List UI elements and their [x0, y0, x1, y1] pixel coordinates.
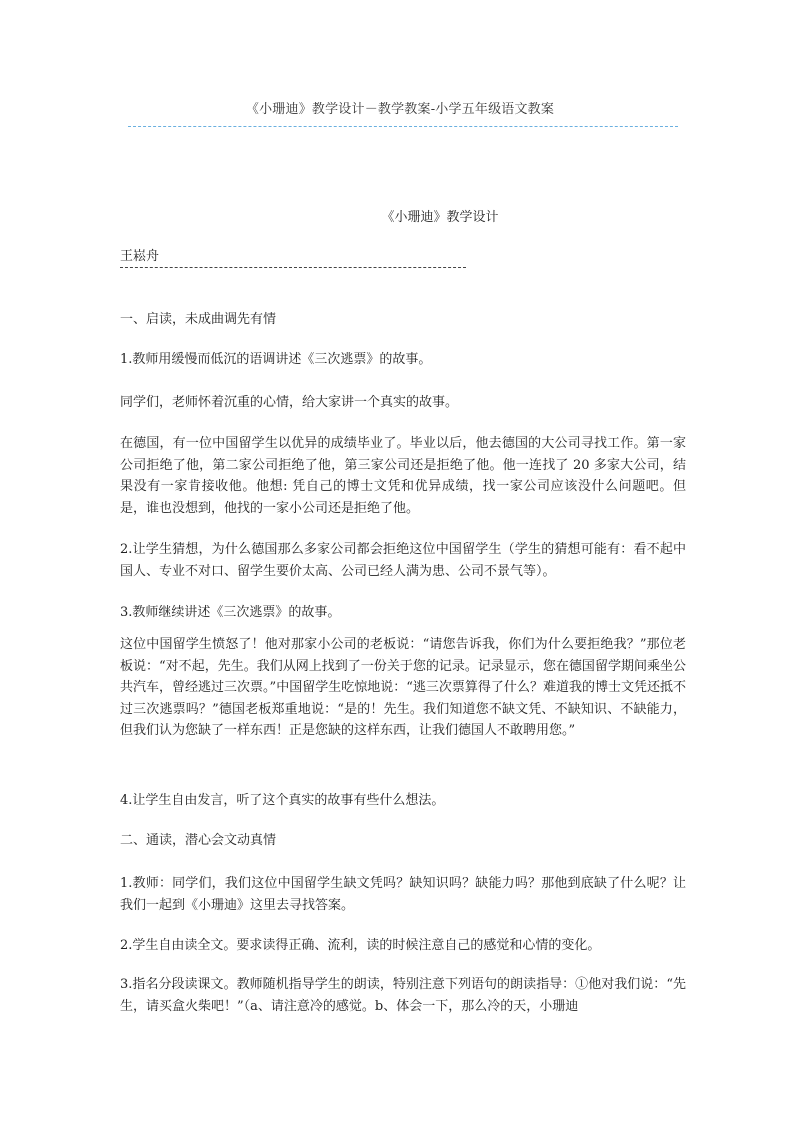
paragraph: 这位中国留学生愤怒了！他对那家小公司的老板说：“请您告诉我，你们为什么要拒绝我？”那位老板说：“对不起，先生。我们从网上找到了一份关于您的记录。记录显示，您在德国留学期间乘坐公共汽车，曾经逃过三次票。”中国留学生吃惊地说：“逃三次票算得了什么？难道我的博士文凭还抵不过三次逃票吗？”德国老板郑重地说：“是的！先生。我们知道您不缺文凭、不缺知识、不缺能力，但我们认为您缺了一样东西！正是您缺的这样东西，让我们德国人不敢聘用您。” — [120, 637, 686, 738]
paragraph: 2.让学生猜想，为什么德国那么多家公司都会拒绝这位中国留学生（学生的猜想可能有：看不起中国人、专业不对口、留学生要价太高、公司已经人满为患、公司不景气等）。 — [120, 542, 686, 579]
page-header-title: 《小珊迪》教学设计－教学教案-小学五年级语文教案 — [245, 102, 555, 117]
paragraph: 同学们，老师怀着沉重的心情，给大家讲一个真实的故事。 — [120, 395, 459, 410]
section-heading: 一、启读，未成曲调先有情 — [120, 312, 277, 327]
paragraph: 3.指名分段读课文。教师随机指导学生的朗读，特别注意下列语句的朗读指导：①他对我们说：“先生，请买盒火柴吧！”（a、请注意冷的感觉。b、体会一下，那么冷的天，小珊迪 — [120, 977, 686, 1014]
separator-line — [120, 267, 466, 274]
document-title: 《小珊迪》教学设计 — [381, 210, 499, 225]
paragraph: 4.让学生自由发言，听了这个真实的故事有些什么想法。 — [120, 793, 445, 808]
paragraph: 3.教师继续讲述《三次逃票》的故事。 — [120, 605, 341, 620]
section-heading: 二、通读，潜心会文动真情 — [120, 833, 277, 848]
header-divider — [128, 126, 678, 127]
paragraph: 2.学生自由读全文。要求读得正确、流利，读的时候注意自己的感觉和心情的变化。 — [120, 938, 601, 953]
paragraph: 1.教师：同学们，我们这位中国留学生缺文凭吗？缺知识吗？缺能力吗？那他到底缺了什么呢？让我们一起到《小珊迪》这里去寻找答案。 — [120, 876, 686, 913]
paragraph: 在德国，有一位中国留学生以优异的成绩毕业了。毕业以后，他去德国的大公司寻找工作。第一家公司拒绝了他，第二家公司拒绝了他，第三家公司还是拒绝了他。他一连找了 20 多家大公司，结果没有一家肯接收他。他想: 凭自己的博士文凭和优异成绩，找一家公司应该没什么问题吧。但是，谁也没想到，他找的一家小公司还是拒绝了他。 — [120, 436, 686, 516]
author-name: 王崧舟 — [120, 249, 160, 264]
paragraph: 1.教师用缓慢而低沉的语调讲述《三次逃票》的故事。 — [120, 352, 432, 367]
